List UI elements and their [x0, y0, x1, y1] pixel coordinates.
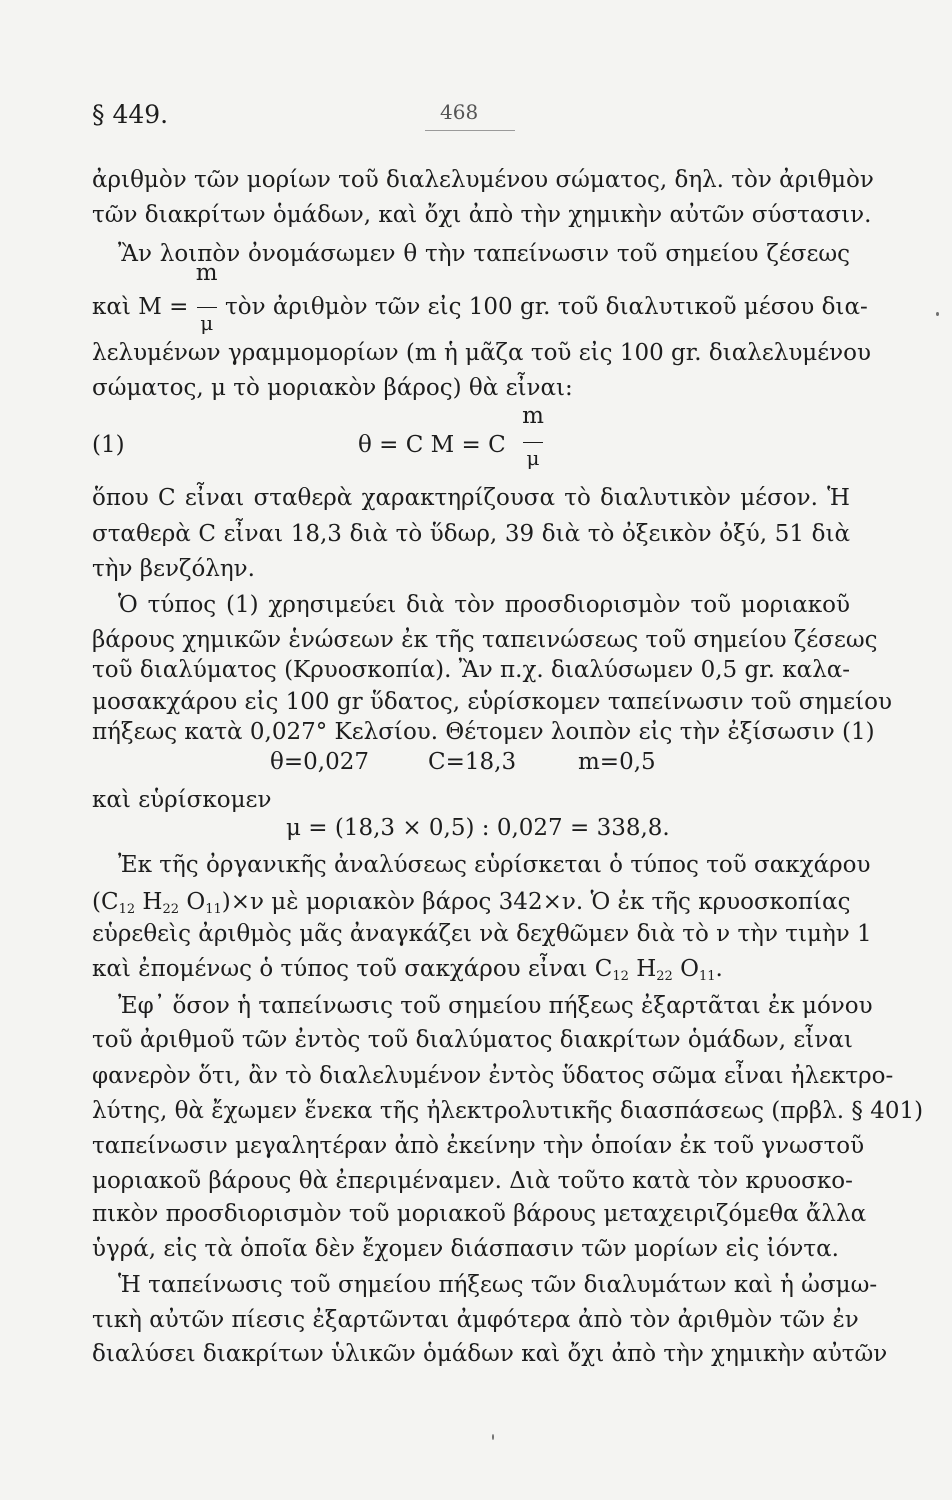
subscript: 12: [118, 902, 136, 917]
text-line: τοῦ ἀριθμοῦ τῶν ἐντὸς τοῦ διαλύματος διακρίτων ὁμάδων, εἶναι: [92, 1027, 853, 1053]
definition-suffix: τὸν ἀριθμὸν τῶν εἰς 100 gr. τοῦ διαλυτικοῦ μέσου δια-: [225, 294, 868, 320]
text-line: λελυμένων γραμμομορίων (m ἡ μᾶζα τοῦ εἰς 100 gr. διαλελυμένου: [92, 340, 871, 366]
formula-text: O: [179, 889, 206, 915]
formula-text: H: [628, 956, 657, 982]
subscript: 11: [205, 902, 222, 917]
subscript: 11: [698, 969, 716, 984]
text-line: Ἐκ τῆς ὀργανικῆς ἀναλύσεως εὑρίσκεται ὁ τύπος τοῦ σακχάρου: [118, 852, 871, 878]
fraction-denominator: μ: [526, 446, 540, 470]
formula-text: O: [672, 956, 699, 982]
equation-number: (1): [92, 432, 125, 458]
formula-line: [92, 951, 850, 987]
definition-prefix: καὶ M =: [92, 294, 189, 320]
text-line: τὴν βενζόλην.: [92, 556, 255, 582]
formula-text: )×ν μὲ μοριακὸν βάρος 342×ν. Ὁ ἐκ τῆς κρυοσκοπίας: [221, 889, 851, 915]
text-line: βάρους χημικῶν ἑνώσεων ἐκ τῆς ταπεινώσεως τοῦ σημείου ζέσεως: [92, 627, 878, 653]
text-line: διαλύσει διακρίτων ὑλικῶν ὁμάδων καὶ ὄχι ἀπὸ τὴν χημικὴν αὐτῶν: [92, 1341, 888, 1367]
result-equation: μ = (18,3 × 0,5) : 0,027 = 338,8.: [286, 815, 670, 841]
text-line: Ἂν λοιπὸν ὀνομάσωμεν θ τὴν ταπείνωσιν τοῦ σημείου ζέσεως: [118, 241, 850, 267]
equation-fraction: [522, 404, 544, 480]
text-line: εὑρεθεὶς ἀριθμὸς μᾶς ἀναγκάζει νὰ δεχθῶμεν διὰ τὸ ν τὴν τιμὴν 1: [92, 921, 872, 947]
equation-body: θ = C M = C: [358, 432, 506, 458]
formula-text: (C: [92, 889, 119, 915]
text-line: ἀριθμὸν τῶν μορίων τοῦ διαλελυμένου σώματος, δηλ. τὸν ἀριθμὸν: [92, 167, 874, 193]
value-theta: θ=0,027: [270, 749, 369, 775]
text-line: λύτης, θὰ ἔχωμεν ἕνεκα τῆς ἠλεκτρολυτικῆς διασπάσεως (πρβλ. § 401): [92, 1098, 924, 1124]
formula-text: καὶ ἐπομένως ὁ τύπος τοῦ σακχάρου εἶναι C: [92, 956, 613, 982]
text-line: μοσακχάρου εἰς 100 gr ὕδατος, εὑρίσκομεν ταπείνωσιν τοῦ σημείου: [92, 689, 892, 715]
text-line: πικὸν προσδιορισμὸν τοῦ μοριακοῦ βάρους μεταχειριζόμεθα ἄλλα: [92, 1201, 867, 1227]
page-number: 468: [440, 100, 479, 124]
ink-speck: [936, 312, 939, 316]
inline-fraction: [195, 260, 218, 335]
text-line: ὅπου C εἶναι σταθερὰ χαρακτηρίζουσα τὸ διαλυτικὸν μέσον. Ἡ: [92, 485, 850, 511]
subscript: 22: [656, 969, 673, 984]
fraction-numerator: m: [522, 403, 544, 429]
ink-speck: [492, 1434, 494, 1440]
text-line: μοριακοῦ βάρους θὰ ἐπεριμέναμεν. Διὰ τοῦτο κατὰ τὸν κρυοσκο-: [92, 1168, 853, 1194]
formula-text: .: [715, 956, 723, 982]
header-rule: [425, 130, 515, 131]
value-m: m=0,5: [578, 749, 656, 775]
definition-line: [92, 260, 868, 335]
fraction-denominator: μ: [200, 311, 214, 335]
value-c: C=18,3: [428, 749, 517, 775]
section-number: § 449.: [92, 100, 169, 129]
formula-line: [92, 884, 850, 920]
fraction-bar: [523, 442, 543, 443]
text-line: ὑγρά, εἰς τὰ ὁποῖα δὲν ἔχομεν διάσπασιν τῶν μορίων εἰς ἰόντα.: [92, 1236, 839, 1262]
text-line: πήξεως κατὰ 0,027° Κελσίου. Θέτομεν λοιπὸν εἰς τὴν ἐξίσωσιν (1): [92, 719, 875, 745]
text-line: Ἐφ᾽ ὅσον ἡ ταπείνωσις τοῦ σημείου πήξεως ἐξαρτᾶται ἐκ μόνου: [118, 993, 873, 1019]
subscript: 22: [162, 902, 180, 917]
text-line: Ὁ τύπος (1) χρησιμεύει διὰ τὸν προσδιορισμὸν τοῦ μοριακοῦ: [118, 592, 850, 618]
text-line: ταπείνωσιν μεγαλητέραν ἀπὸ ἐκείνην τὴν ὁποίαν ἐκ τοῦ γνωστοῦ: [92, 1133, 865, 1159]
text-line: τικὴ αὐτῶν πίεσις ἐξαρτῶνται ἀμφότερα ἀπὸ τὸν ἀριθμὸν τῶν ἐν: [92, 1307, 859, 1333]
text-line: Ἡ ταπείνωσις τοῦ σημείου πήξεως τῶν διαλυμάτων καὶ ἡ ὠσμω-: [118, 1272, 878, 1298]
text-line: φανερὸν ὅτι, ἂν τὸ διαλελυμένον ἐντὸς ὕδατος σῶμα εἶναι ἠλεκτρο-: [92, 1063, 894, 1089]
text-line: σταθερὰ C εἶναι 18,3 διὰ τὸ ὕδωρ, 39 διὰ τὸ ὀξεικὸν ὀξύ, 51 διὰ: [92, 521, 850, 547]
text-line: καὶ εὑρίσκομεν: [92, 787, 272, 813]
text-line: σώματος, μ τὸ μοριακὸν βάρος) θὰ εἶναι:: [92, 375, 573, 401]
fraction-numerator: m: [195, 260, 218, 286]
formula-text: H: [135, 889, 163, 915]
fraction-bar: [197, 307, 217, 308]
text-line: τῶν διακρίτων ὁμάδων, καὶ ὄχι ἀπὸ τὴν χημικὴν αὐτῶν σύστασιν.: [92, 202, 872, 228]
subscript: 12: [612, 969, 629, 984]
text-line: τοῦ διαλύματος (Κρυοσκοπία). Ἂν π.χ. διαλύσωμεν 0,5 gr. καλα-: [92, 657, 851, 683]
